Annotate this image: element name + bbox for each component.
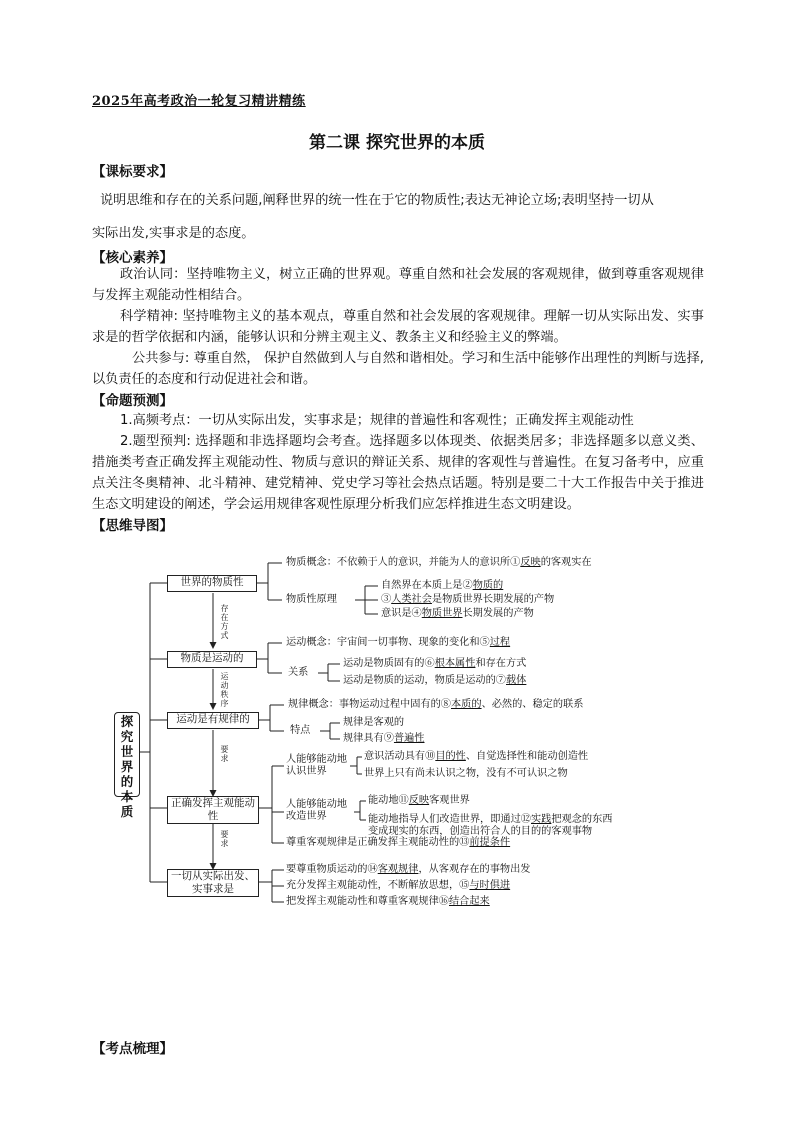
yuce-hot-points: 1.高频考点：一切从实际出发，实事求是；规律的普遍性和客观性；正确发挥主观能动性 — [120, 413, 634, 428]
node-subjective-initiative: 正确发挥主观能动性 — [167, 796, 259, 824]
suyang-political: 政治认同：坚持唯物主义，树立正确的世界观。尊重自然和社会发展的客观规律，做到尊重客观规律与发挥主观能动性相结合。 — [92, 267, 704, 303]
b5-item-3: 把发挥主观能动性和尊重客观规律⑯结合起来 — [286, 896, 490, 907]
link-label-require-1: 要求 — [220, 745, 229, 763]
kebiao-line-1: 说明思维和存在的关系问题,阐释世界的统一性在于它的物质性;表达无神论立场;表明坚持一切从 — [100, 193, 654, 208]
b1-principle-1: 自然界在本质上是②物质的 — [381, 580, 504, 591]
suyang-science: 科学精神: 坚持唯物主义的基本观点，尊重自然和社会发展的客观规律。理解一切从实际出发、实事求是的哲学依据和内涵，能够认识和分辨主观主义、教条主义和经验主义的弊端。 — [92, 309, 704, 345]
b1-principle-2: ③人类社会是物质世界长期发展的产物 — [381, 594, 555, 605]
b4-know-world: 人能够能动地认识世界 — [286, 754, 348, 777]
kebiao-line-2: 实际出发,实事求是的态度。 — [92, 226, 255, 241]
b4-know-2: 世界上只有尚未认识之物，没有不可认识之物 — [364, 768, 568, 779]
section-heading-mindmap: 【思维导图】 — [92, 518, 173, 534]
b2-relation-2: 运动是物质的运动，物质是运动的⑦载体 — [343, 675, 527, 686]
link-label-order: 运动秩序 — [220, 672, 229, 708]
link-label-require-2: 要求 — [220, 830, 229, 848]
document-header: 2025年高考政治一轮复习精讲精练 — [92, 94, 306, 109]
b3-features: 特点 — [290, 725, 311, 736]
section-heading-suyang: 【核心素养】 — [92, 250, 173, 266]
b1-principle: 物质性原理 — [286, 594, 337, 605]
node-matter-motion: 物质是运动的 — [167, 651, 257, 668]
b5-item-2: 充分发挥主观能动性，不断解放思想，⑮与时俱进 — [286, 880, 511, 891]
yuce-question-types: 2.题型预判: 选择题和非选择题均会考查。选择题多以体现类、依据类居多；非选择题多以意义类、措施类考查正确发挥主观能动性、物质与意识的辩证关系、规律的客观性与普遍性。在复习备考中，应重点关注冬奥精神、北斗精神、建党精神、党史学习等社会热点话题。特别是要二十大工作报告中关于推进生态文明建设的阐述，学会运用规律客观性原理分析我们应怎样推进生态文明建设。 — [92, 434, 704, 512]
b3-feature-1: 规律是客观的 — [343, 717, 405, 728]
b4-change-world: 人能够能动地改造世界 — [286, 799, 348, 822]
link-label-existence: 存在方式 — [220, 604, 229, 640]
section-heading-kaodian: 【考点梳理】 — [92, 1041, 173, 1057]
b4-change-2-cont: 变成现实的东西，创造出符合人的目的的客观事物 — [368, 826, 593, 837]
node-material-world: 世界的物质性 — [167, 575, 257, 592]
b3-concept: 规律概念：事物运动过程中固有的⑧本质的、必然的、稳定的联系 — [288, 699, 584, 710]
b4-change-2: 能动地指导人们改造世界，即通过⑫实践把观念的东西 — [368, 814, 613, 825]
section-heading-yuce: 【命题预测】 — [92, 393, 173, 409]
mindmap-root: 探究世界的本质 — [114, 712, 140, 797]
section-heading-kebiao: 【课标要求】 — [92, 164, 173, 180]
lesson-title: 第二课 探究世界的本质 — [309, 133, 485, 153]
node-seek-truth: 一切从实际出发、实事求是 — [167, 869, 259, 897]
b1-principle-3: 意识是④物质世界长期发展的产物 — [381, 608, 534, 619]
b4-know-1: 意识活动具有⑩目的性、自觉选择性和能动创造性 — [364, 751, 589, 762]
b3-feature-2: 规律具有⑨普遍性 — [343, 733, 425, 744]
b4-change-1: 能动地⑪反映客观世界 — [368, 795, 470, 806]
b2-concept: 运动概念：宇宙间一切事物、现象的变化和⑤过程 — [286, 637, 511, 648]
suyang-public: 公共参与: 尊重自然， 保护自然做到人与自然和谐相处。学习和生活中能够作出理性的判断与选择,以负责任的态度和行动促进社会和谐。 — [92, 351, 704, 387]
b2-relation-1: 运动是物质固有的⑥根本属性和存在方式 — [343, 658, 527, 669]
b5-item-1: 要尊重物质运动的⑭客观规律，从客观存在的事物出发 — [286, 864, 531, 875]
b1-concept: 物质概念：不依赖于人的意识，并能为人的意识所①反映的客观实在 — [286, 557, 592, 568]
b4-premise: 尊重客观规律是正确发挥主观能动性的⑬前提条件 — [286, 837, 511, 848]
b2-relation: 关系 — [288, 667, 309, 678]
node-motion-laws: 运动是有规律的 — [167, 712, 259, 729]
